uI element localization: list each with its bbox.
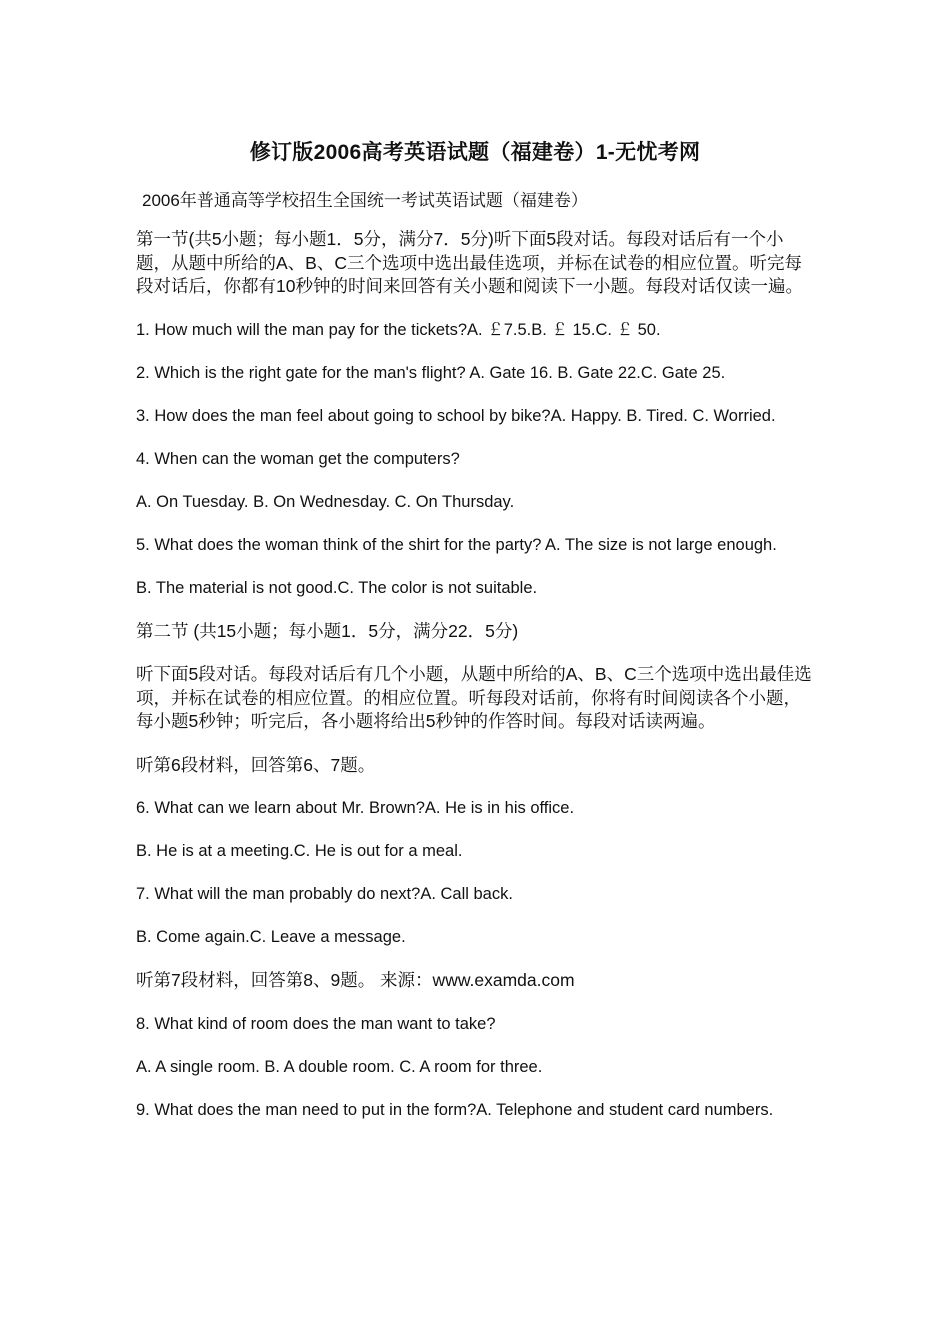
question-1: 1. How much will the man pay for the tickets?A. ￡7.5.B. ￡ 15.C. ￡ 50. [136, 320, 661, 339]
document-subtitle: 2006年普通高等学校招生全国统一考试英语试题（福建卷） [142, 191, 588, 210]
section2-header: 第二节 (共15小题；每小题1．5分，满分22．5分) [136, 620, 519, 641]
passage7-header: 听第7段材料，回答第8、9题。 来源：www.examda.com [136, 970, 575, 990]
question-2: 2. Which is the right gate for the man's flight? A. Gate 16. B. Gate 22.C. Gate 25. [136, 363, 726, 382]
passage6-header: 听第6段材料，回答第6、7题。 [136, 754, 376, 775]
question-8: 8. What kind of room does the man want to take? [136, 1014, 496, 1033]
document-title: 修订版2006高考英语试题（福建卷）1-无忧考网 [249, 141, 701, 164]
question-7-options: B. Come again.C. Leave a message. [136, 928, 406, 946]
question-9: 9. What does the man need to put in the form?A. Telephone and student card numbers. [136, 1100, 774, 1119]
question-6: 6. What can we learn about Mr. Brown?A. He is in his office. [136, 799, 575, 817]
question-8-options: A. A single room. B. A double room. C. A room for three. [136, 1057, 543, 1076]
question-6-options: B. He is at a meeting.C. He is out for a meal. [136, 842, 463, 860]
question-5: 5. What does the woman think of the shirt for the party? A. The size is not large enough. [136, 535, 777, 554]
section1-intro: 第一节(共5小题；每小题1．5分，满分7．5分)听下面5段对话。每段对话后有一个小题，从题中所给的A、B、C三个选项中选出最佳选项，并标在试卷的相应位置。听完每段对话后，你都有10秒钟的时间来回答有关小题和阅读下一小题。每段对话仅读一遍。 [136, 229, 803, 296]
document-body [136, 228, 816, 1122]
question-7: 7. What will the man probably do next?A. Call back. [136, 885, 513, 903]
question-5-options: B. The material is not good.C. The color is not suitable. [136, 578, 538, 597]
question-3: 3. How does the man feel about going to school by bike?A. Happy. B. Tired. C. Worried. [136, 406, 776, 425]
section2-intro: 听下面5段对话。每段对话后有几个小题，从题中所给的A、B、C三个选项中选出最佳选项，并标在试卷的相应位置。的相应位置。听每段对话前，你将有时间阅读各个小题，每小题5秒钟；听完后，各小题将给出5秒钟的作答时间。每段对话读两遍。 [136, 664, 812, 731]
question-4: 4. When can the woman get the computers? [136, 449, 460, 468]
question-4-options: A. On Tuesday. B. On Wednesday. C. On Thursday. [136, 492, 515, 511]
